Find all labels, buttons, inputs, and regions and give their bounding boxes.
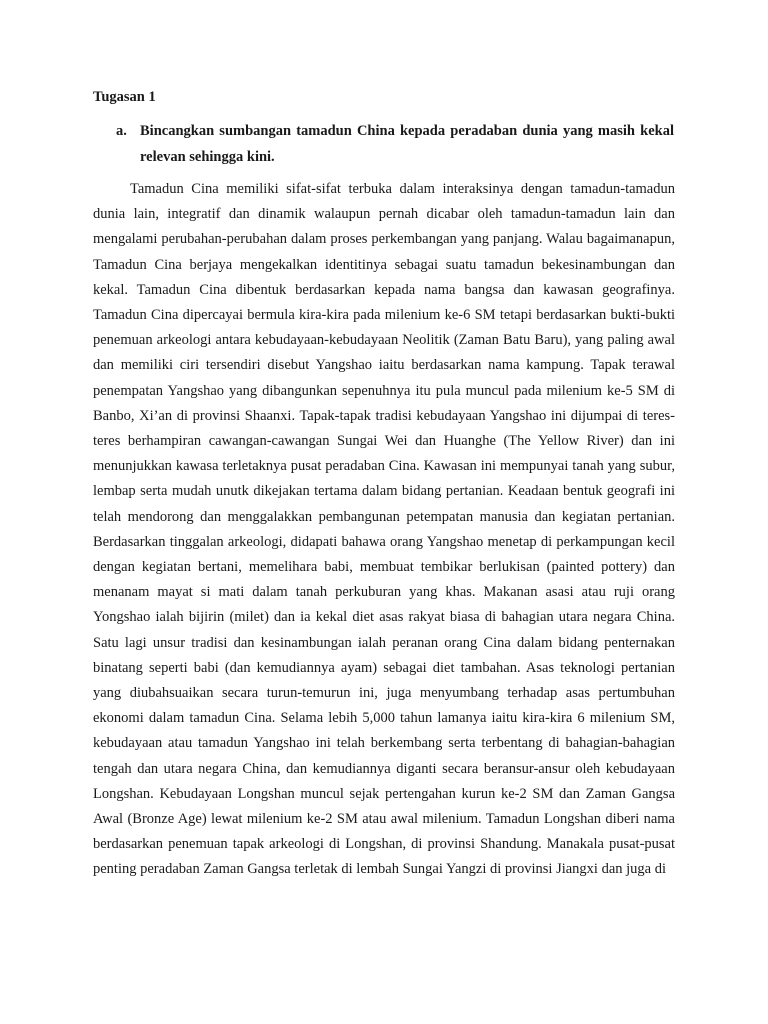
question-marker: a. [116, 123, 127, 139]
question-item [116, 118, 674, 170]
assignment-heading: Tugasan 1 [93, 89, 156, 105]
question-text: Bincangkan sumbangan tamadun China kepada peradaban dunia yang masih kekal relevan sehingga kini. [140, 123, 674, 165]
body-paragraph: Tamadun Cina memiliki sifat-sifat terbuka dalam interaksinya dengan tamadun-tamadun dunia lain, integratif dan dinamik walaupun pernah dicabar oleh tamadun-tamadun lain dan mengalami perubahan-perubahan dalam proses perkembangan yang panjang. Walau bagaimanapun, Tamadun Cina berjaya mengekalkan identitinya sebagai suatu tamadun bekesinambungan dan kekal. Tamadun Cina dibentuk berdasarkan kepada nama bangsa dan kawasan geografinya. Tamadun Cina dipercayai bermula kira-kira pada milenium ke-6 SM tetapi berdasarkan bukti-bukti penemuan arkeologi antara kebudayaan-kebudayaan Neolitik (Zaman Batu Baru), yang paling awal dan memiliki ciri tersendiri disebut Yangshao iaitu berdasarkan nama kampung. Tapak terawal penempatan Yangshao yang dibangunkan sepenuhnya itu pula muncul pada milenium ke-5 SM di Banbo, Xi’an di provinsi Shaanxi. Tapak-tapak tradisi kebudayaan Yangshao ini dijumpai di teres-teres berhampiran cawangan-cawangan Sungai Wei dan Huanghe (The Yellow River) dan ini menunjukkan kawasa terletaknya pusat peradaban Cina. Kawasan ini mempunyai tanah yang subur, lembap serta mudah unutk dikejakan tertama dalam bidang pertanian. Keadaan bentuk geografi ini telah mendorong dan menggalakkan pembangunan petempatan manusia dan kegiatan pertanian. Berdasarkan tinggalan arkeologi, didapati bahawa orang Yangshao menetap di perkampungan kecil dengan kegiatan bertani, memelihara babi, membuat tembikar berlukisan (painted pottery) dan menanam mayat si mati dalam tanah perkuburan yang khas. Makanan asasi atau ruji orang Yongshao ialah bijirin (milet) dan ia kekal diet asas rakyat biasa di bahagian utara negara China. Satu lagi unsur tradisi dan kesinambungan ialah peranan orang Cina dalam bidang penternakan binatang seperti babi (dan kemudiannya ayam) sebagai diet tambahan. Asas teknologi pertanian yang diubahsuaikan secara turun-temurun ini, juga menyumbang terhadap asas pertumbuhan ekonomi dalam tamadun Cina. Selama lebih 5,000 tahun lamanya iaitu kira-kira 6 milenium SM, kebudayaan atau tamadun Yangshao ini telah berkembang serta terbentang di bahagian-bahagian tengah dan utara negara China, dan kemudiannya diganti secara beransur-ansur oleh kebudayaan Longshan. Kebudayaan Longshan muncul sejak pertengahan kurun ke-2 SM dan Zaman Gangsa Awal (Bronze Age) lewat milenium ke-2 SM atau awal milenium. Tamadun Longshan diberi nama berdasarkan penemuan tapak arkeologi di Longshan, di provinsi Shandung. Manakala pusat-pusat penting peradaban Zaman Gangsa terletak di lembah Sungai Yangzi di provinsi Jiangxi dan juga di [93, 181, 675, 878]
